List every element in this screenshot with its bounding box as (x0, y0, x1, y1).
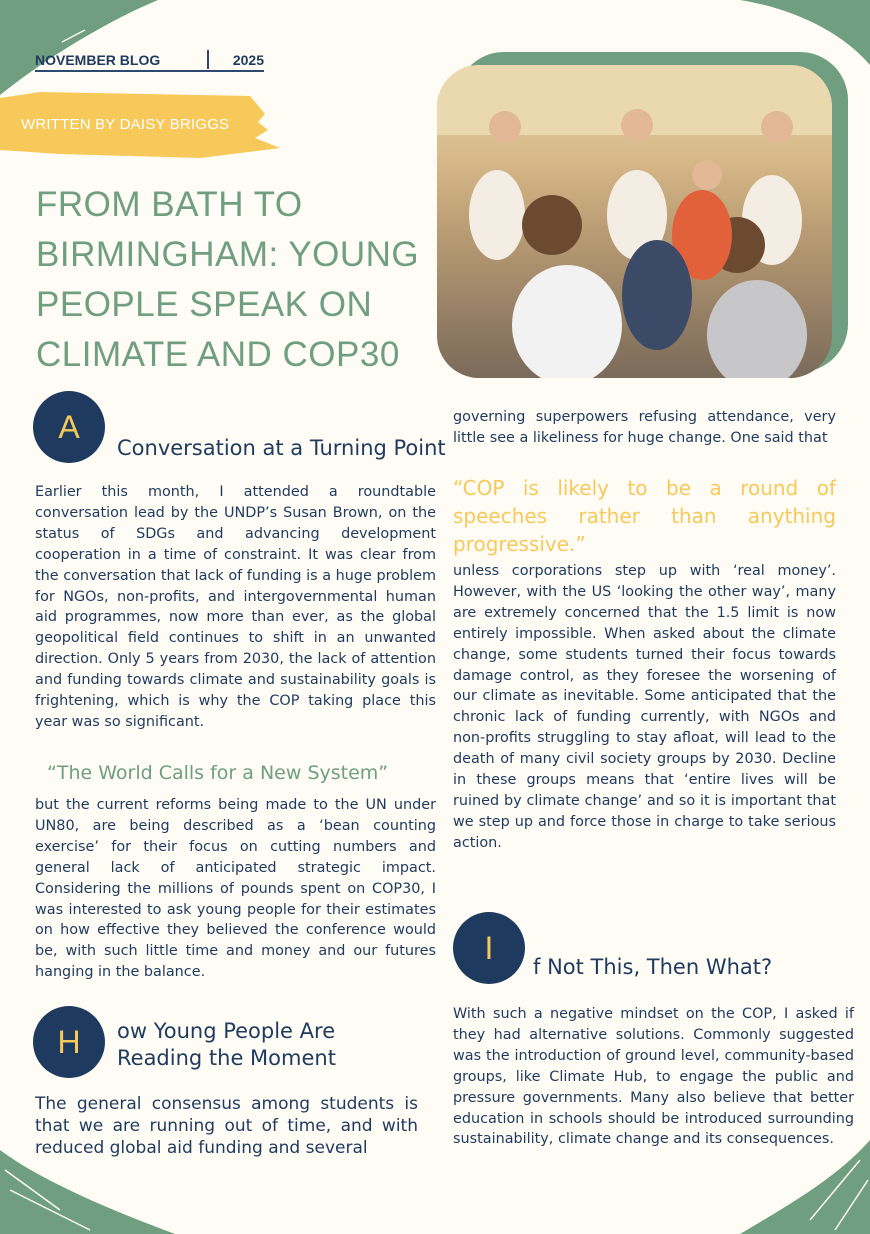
article-photo (437, 65, 832, 378)
masthead-divider (207, 50, 209, 69)
section-h-paragraph: The general consensus among students is that we are running out of time, and with reduced global aid funding and several (35, 1094, 418, 1158)
section-a-paragraph: Earlier this month, I attended a roundtable conversation lead by the UNDP’s Susan Brown, on the status of SDGs and advancing development cooperation in a time of constraint. It was clear from the conversation that lack of funding is a huge problem for NGOs, non-profits, and intergovernmental human aid programmes, now more than ever, as the global geopolitical field continues to shift in an unwanted direction. Only 5 years from 2030, the lack of attention and funding towards climate and sustainability goals is frightening, which is why the COP taking place this year was so significant. (35, 484, 436, 730)
drop-cap-h: H (33, 1006, 105, 1078)
section-h-paragraph-2: unless corporations step up with ‘real money’. However, with the US ‘looking the other way’, many are extremely concerned that the 1.5 limit is now entirely impossible. When asked about the climate change, some students turned their focus towards damage control, as they foresee the worsening of our climate as inevitable. Some anticipated that the chronic lack of funding currently, with NGOs and non-profits struggling to stay afloat, will lead to the death of many civil society groups by 2030. Decline in these groups means that ‘entire lives will be ruined by climate change’ and so it is important that we step up and force those in charge to take serious action. (453, 563, 836, 851)
section-heading-young-people: ow Young People Are Reading the Moment (117, 1019, 336, 1070)
green-brush-bottom-right (740, 1140, 870, 1234)
drop-cap-a: A (33, 391, 105, 463)
green-brush-bottom-left (0, 1150, 180, 1234)
drop-cap-i: I (453, 912, 525, 984)
masthead (35, 50, 264, 72)
section-a-paragraph-2: but the current reforms being made to the UN under UN80, are being described as a ‘bean counting exercise’ for their focus on cutting numbers and general lack of anticipated strategic impact. Considering the millions of pounds spent on COP30, I was interested to ask young people for their estimates on how effective they believed the conference would be, with such little time and money and our futures hanging in the balance. (35, 797, 436, 981)
section-a-quote: “The World Calls for a New System” (47, 762, 389, 784)
section-h-paragraph-continued: governing superpowers refusing attendance, very little see a likeliness for huge change. One said that (453, 409, 836, 446)
roundtable-photo-illustration (437, 65, 832, 378)
author-byline: WRITTEN BY DAISY BRIGGS (21, 116, 230, 133)
section-heading-if-not-this: f Not This, Then What? (533, 955, 773, 979)
pull-quote: “COP is likely to be a round of speeches rather than anything progressive.” (453, 476, 836, 556)
masthead-year: 2025 (232, 52, 264, 68)
section-i-paragraph: With such a negative mindset on the COP, I asked if they had alternative solutions. Commonly suggested was the introduction of ground level, community-based groups, like Climate Hub, to engage the public and pressure governments. Many also believe that better education in schools should be introduced surrounding sustainability, climate change and its consequences. (453, 1006, 854, 1148)
masthead-month: NOVEMBER BLOG (35, 52, 161, 68)
section-heading-turning-point: Conversation at a Turning Point (117, 436, 446, 460)
page-title: FROM BATH TO BIRMINGHAM: YOUNG PEOPLE SPEAK ON CLIMATE AND COP30 (36, 185, 420, 374)
